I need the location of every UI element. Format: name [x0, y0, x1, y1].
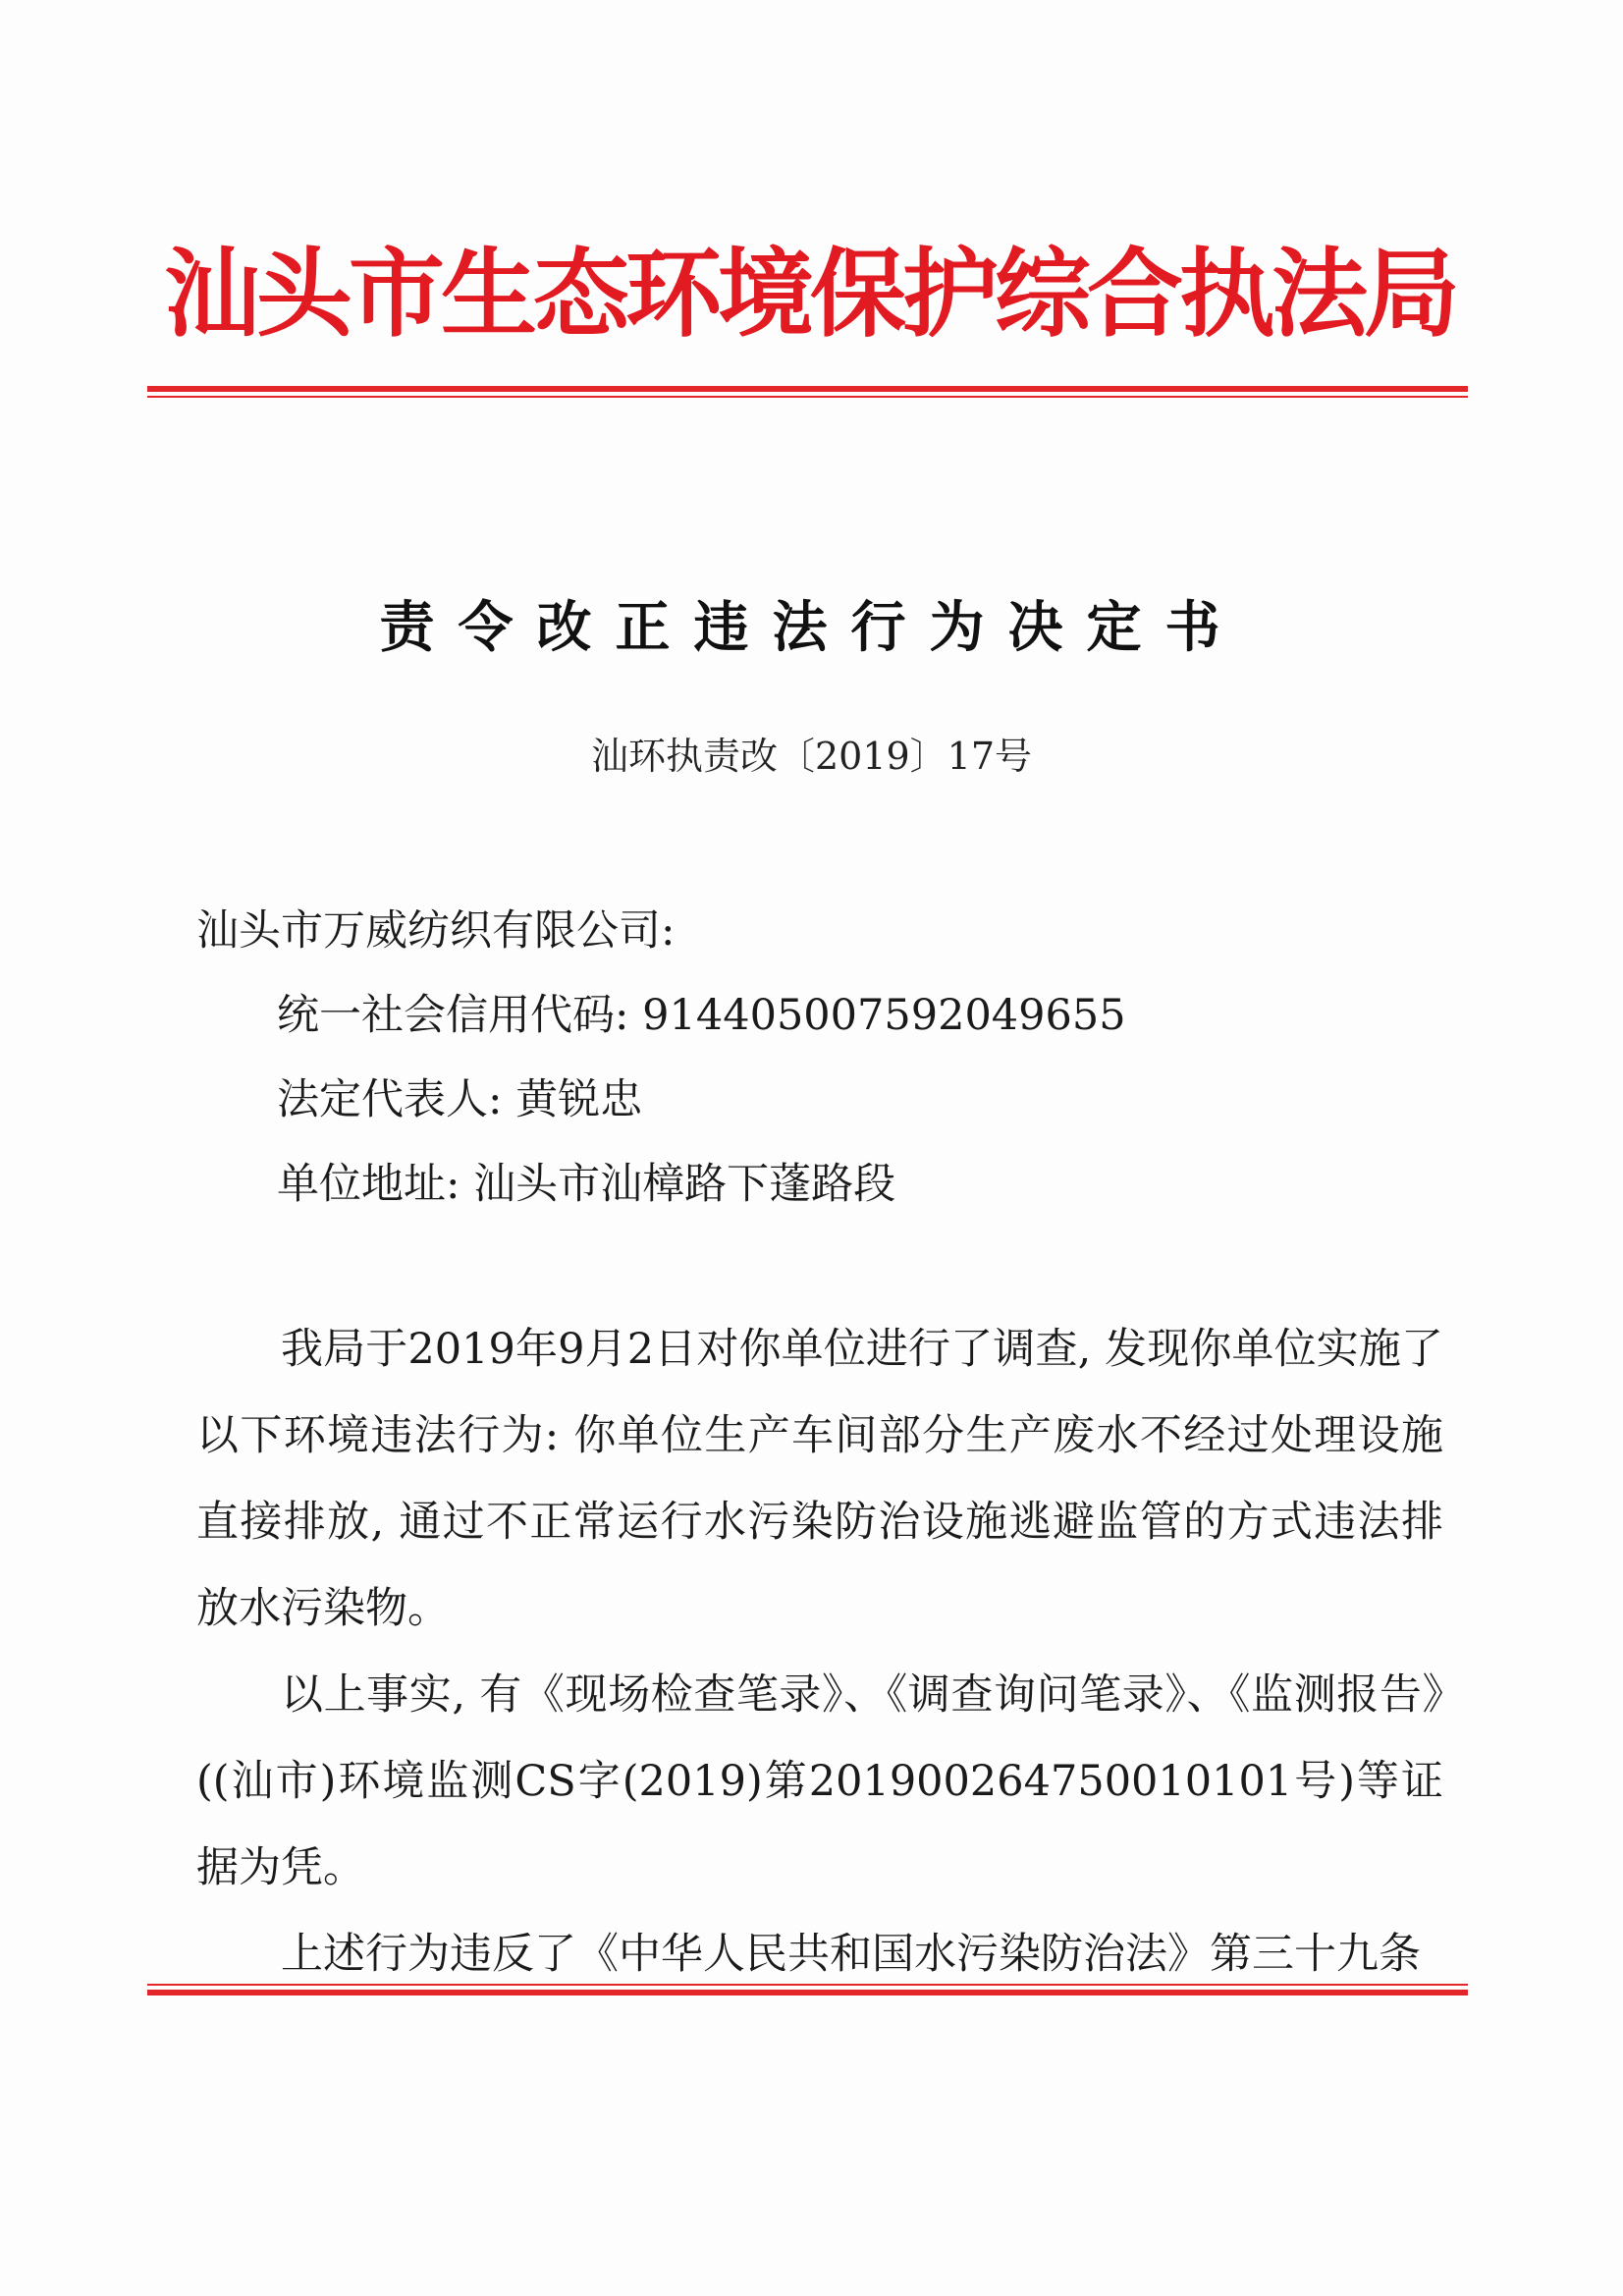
footer-thick-line — [147, 1990, 1468, 1995]
divider-thin-line — [147, 396, 1468, 398]
recipient-address: 单位地址: 汕头市汕樟路下蓬路段 — [277, 1160, 896, 1209]
letterhead-divider — [147, 386, 1468, 398]
footer-thin-line — [147, 1984, 1468, 1986]
paragraph-investigation: 我局于2019年9月2日对你单位进行了调查, 发现你单位实施了以下环境违法行为: 你单位生产车间部分生产废水不经过处理设施直接排放, 通过不正常运行水污染防治设施逃避监管的方式违法排放水污染物。 — [196, 1325, 1443, 1633]
footer-divider — [147, 1984, 1468, 1995]
paragraph-evidence: 以上事实, 有《现场检查笔录》、《调查询问笔录》、《监测报告》((汕市)环境监测CS字(2019)第20190026475001010​1号)等证据为凭。 — [196, 1670, 1443, 1892]
agency-letterhead: 汕头市生态环境保护综合执法局 — [163, 238, 1456, 351]
recipient-name: 汕头市万威纺织有限公司: — [196, 906, 676, 956]
paragraph-violation: 上述行为违反了《中华人民共和国水污染防治法》第三十九条 — [281, 1930, 1421, 1979]
divider-thick-line — [147, 386, 1468, 392]
document-number: 汕环执责改〔2019〕17号 — [590, 735, 1033, 778]
body-paragraphs — [196, 1306, 1443, 1997]
recipient-block — [196, 889, 1443, 1227]
recipient-credit-code: 统一社会信用代码: 91440500759204965​5 — [277, 991, 1126, 1040]
recipient-legal-representative: 法定代表人: 黄锐忠 — [277, 1075, 643, 1124]
document-title: 责令改正违法行为决定书 — [379, 596, 1244, 660]
